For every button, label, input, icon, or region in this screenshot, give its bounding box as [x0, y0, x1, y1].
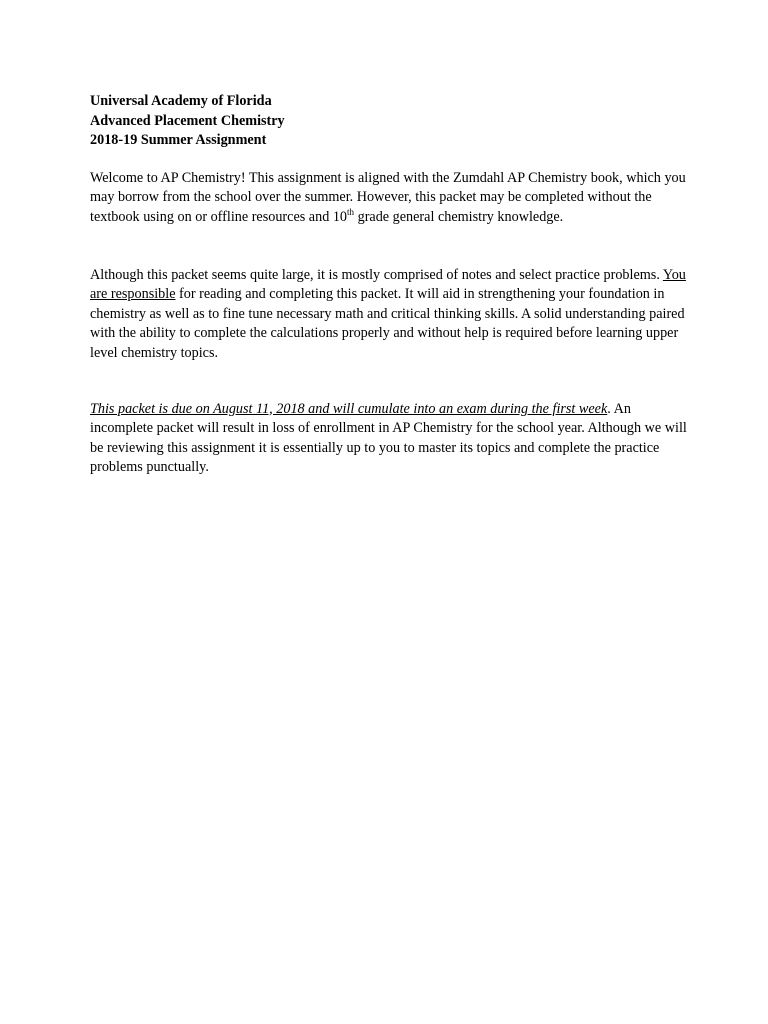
- welcome-text: Welcome to AP Chemistry! This assignment is aligned with the Zumdahl AP Chemistry book, which you may borrow from the school over the summer. However, this packet may be completed without the textbook using on or offline resources and 10: [90, 169, 686, 225]
- responsibility-emphasis: You are responsible: [90, 266, 686, 303]
- responsibility-text-start: Although this packet seems quite large, it is mostly comprised of notes and select practice problems.: [90, 266, 663, 283]
- grade-ordinal-suffix: th: [347, 206, 355, 217]
- document-body: [90, 92, 690, 478]
- welcome-text-end: grade general chemistry knowledge.: [354, 208, 564, 225]
- school-name: Universal Academy of Florida: [90, 93, 272, 109]
- due-date-paragraph: [90, 400, 690, 478]
- due-date-emphasis: This packet is due on August 11, 2018 and will cumulate into an exam during the first week: [90, 400, 608, 417]
- document-header: [90, 92, 690, 151]
- course-name: Advanced Placement Chemistry: [90, 112, 285, 129]
- welcome-paragraph: [90, 169, 690, 228]
- responsibility-text-end: for reading and completing this packet. It will aid in strengthening your foundation in chemistry as well as to fine tune necessary math and critical thinking skills. A solid understanding paired with the ability to complete the calculations properly and without help is required before learning upper level chemistry topics.: [90, 286, 685, 361]
- assignment-title: 2018-19 Summer Assignment: [90, 132, 267, 149]
- due-date-text: . An incomplete packet will result in loss of enrollment in AP Chemistry for the school year. Although we will be reviewing this assignment it is essentially up to you to master its topics and complete the practice problems punctually.: [90, 400, 687, 476]
- responsibility-paragraph: [90, 266, 690, 364]
